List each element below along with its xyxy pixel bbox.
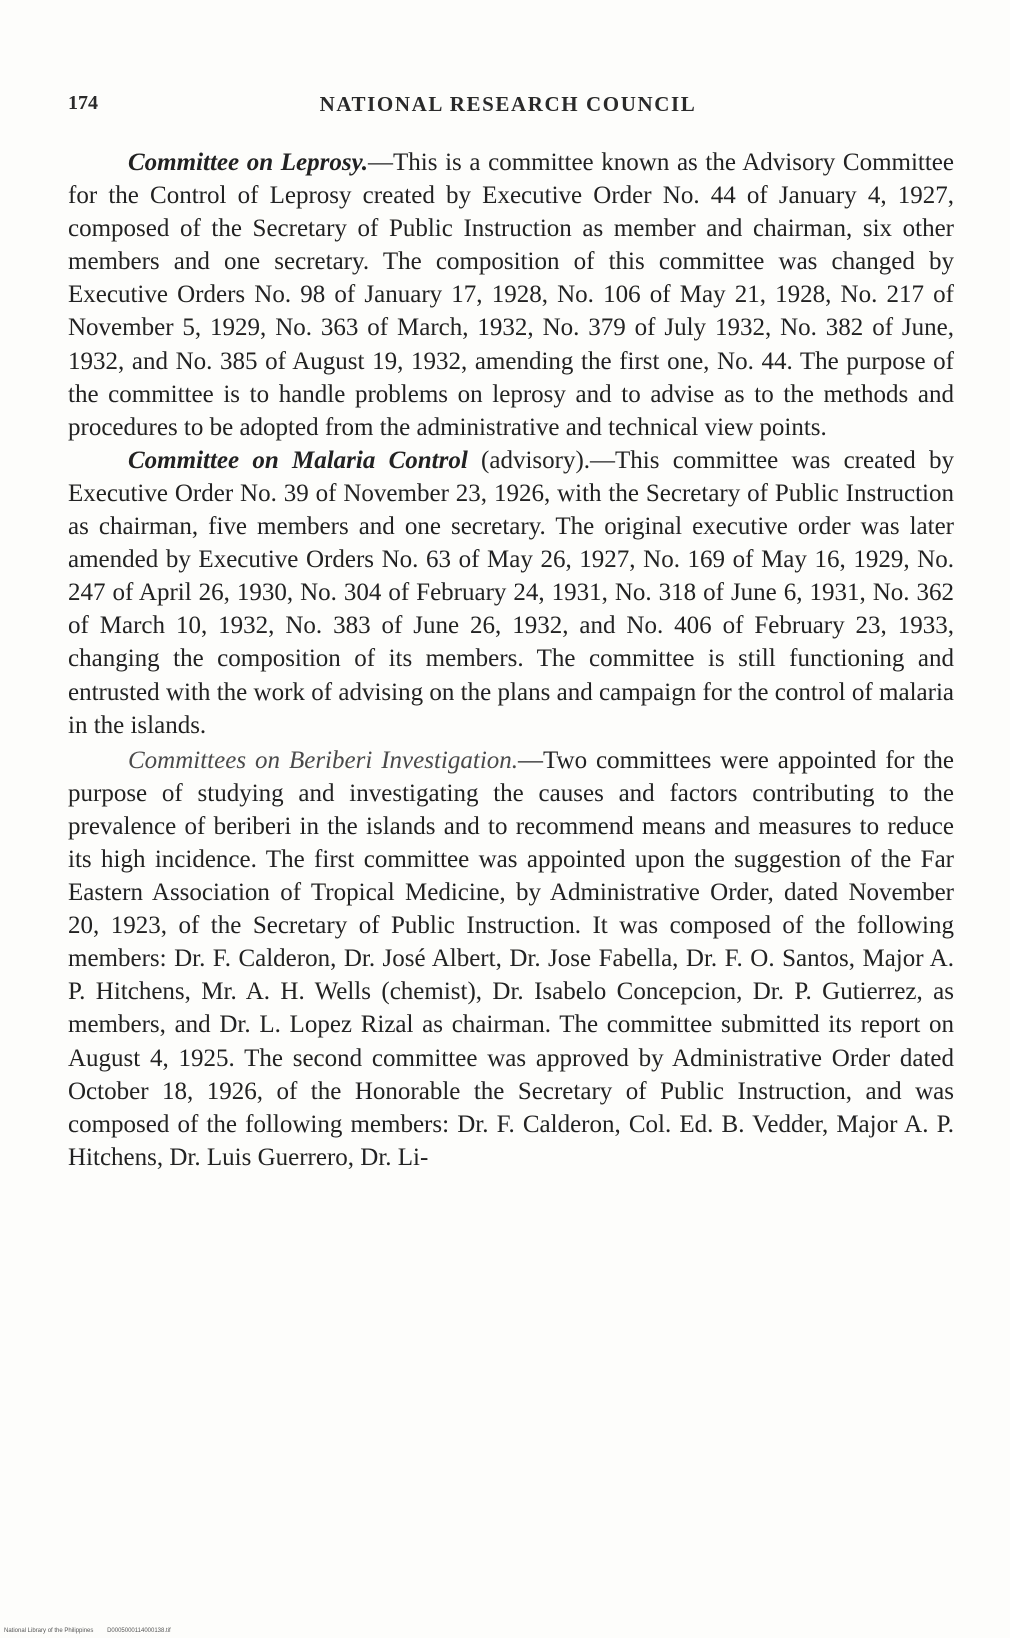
paragraph-text-malaria: (advisory).—This committee was created by Executive Order No. 39 of November 23, 1926, with the Secretary of Public Instruction as chairman, five members and one secretary. The original executive order was later amended by Executive Orders No. 63 of May 26, 1927, No. 169 of May 16, 1929, No. 247 of April 26, 1930, No. 304 of February 24, 1931, No. 318 of June 6, 1931, No. 362 of March 10, 1932, No. 383 of June 26, 1932, and No. 406 of February 23, 1933, changing the composition of its members. The committee is still functioning and entrusted with the work of advising on the plans and campaign for the control of malaria in the islands. bbox=[68, 446, 954, 739]
page-number: 174 bbox=[68, 92, 98, 114]
page-header bbox=[68, 92, 948, 122]
section-heading-beriberi: Committees on Beriberi Investigation. bbox=[128, 746, 519, 774]
footer-library: National Library of the Philippines bbox=[4, 1628, 94, 1634]
paragraph-text-leprosy: —This is a committee known as the Advisory Committee for the Control of Leprosy created by Executive Order No. 44 of January 4, 1927, composed of the Secretary of Public Instruction as member and chairman, six other members and one secretary. The composition of this committee was changed by Executive Orders No. 98 of January 17, 1928, No. 106 of May 21, 1928, No. 217 of November 5, 1929, No. 363 of March, 1932, No. 379 of July 1932, No. 382 of June, 1932, and No. 385 of August 19, 1932, amending the first one, No. 44. The purpose of the committee is to handle problems on leprosy and to advise as to the methods and procedures to be adopted from the administrative and technical view points. bbox=[68, 149, 954, 441]
footer-identifier: D0005000114000138.tif bbox=[107, 1628, 171, 1634]
section-heading-malaria: Committee on Malaria Control bbox=[128, 446, 468, 474]
paragraph-malaria bbox=[68, 444, 954, 742]
running-head: NATIONAL RESEARCH COUNCIL bbox=[319, 92, 697, 116]
section-heading-leprosy: Committee on Leprosy. bbox=[128, 149, 369, 176]
scan-footer bbox=[4, 1628, 171, 1634]
paragraph-leprosy bbox=[68, 146, 954, 444]
body-text bbox=[68, 146, 954, 1174]
paragraph-beriberi bbox=[68, 744, 954, 1174]
paragraph-text-beriberi: —Two committees were appointed for the purpose of studying and investigating the causes and factors contributing to the prevalence of beriberi in the islands and to recommend means and measures to reduce its high incidence. The first committee was appointed upon the suggestion of the Far Eastern Association of Tropical Medicine, by Administrative Order, dated November 20, 1923, of the Secretary of Public Instruction. It was composed of the following members: Dr. F. Calderon, Dr. José Albert, Dr. Jose Fabella, Dr. F. O. Santos, Major A. P. Hitchens, Mr. A. H. Wells (chemist), Dr. Isabelo Concepcion, Dr. P. Gutierrez, as members, and Dr. L. Lopez Rizal as chairman. The committee submitted its report on August 4, 1925. The second committee was approved by Administrative Order dated October 18, 1926, of the Honorable the Secretary of Public Instruction, and was composed of the following members: Dr. F. Calderon, Col. Ed. B. Vedder, Major A. P. Hitchens, Dr. Luis Guerrero, Dr. Li- bbox=[68, 746, 954, 1171]
